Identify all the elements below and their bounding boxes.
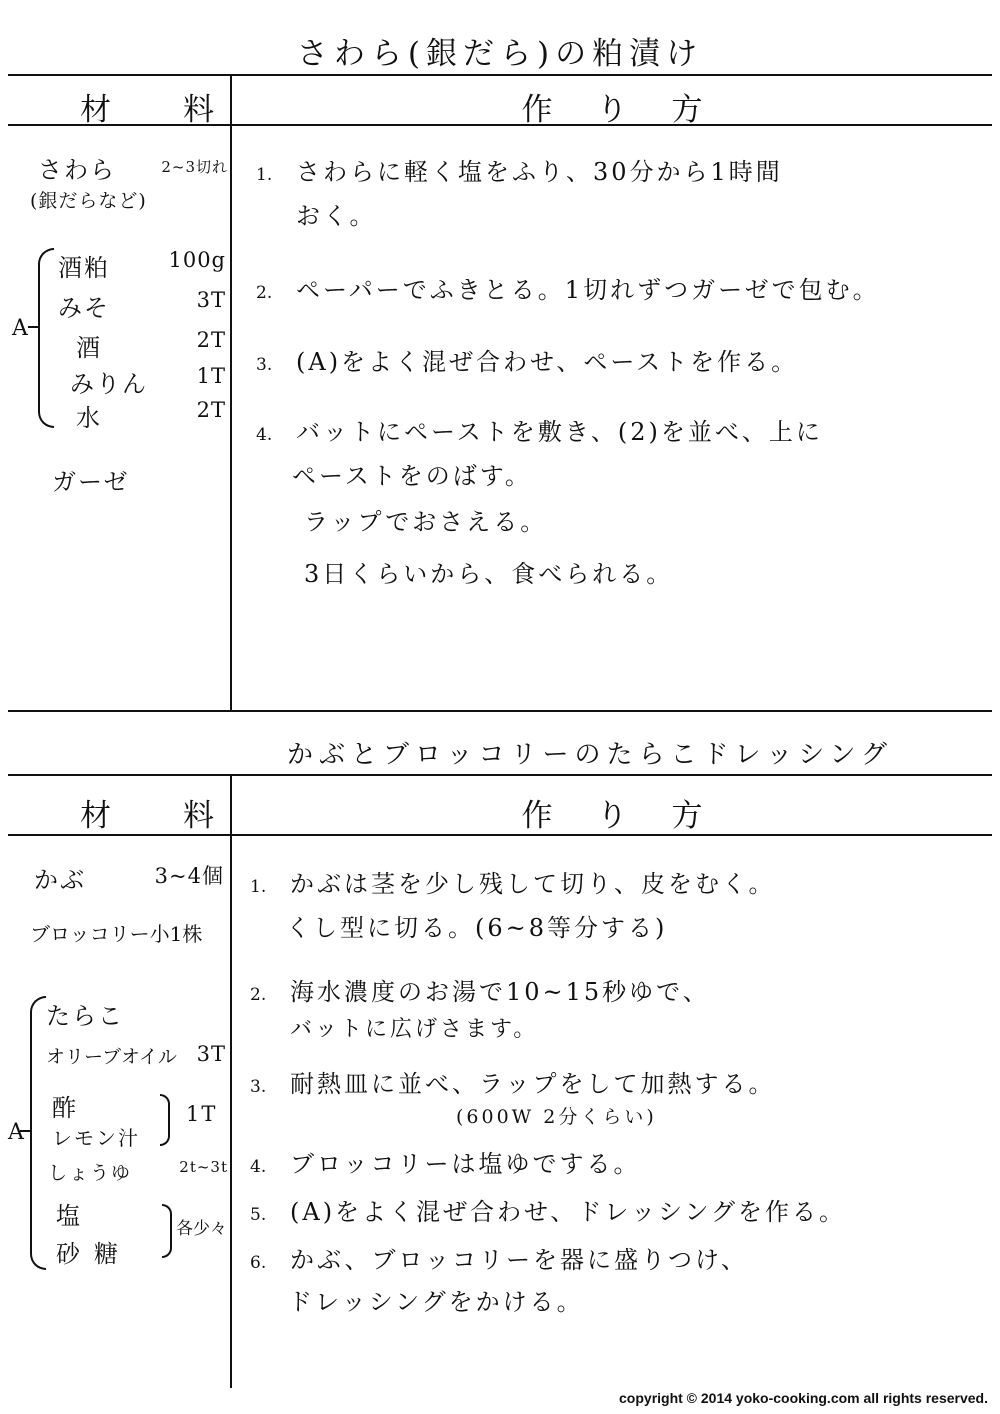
step-text: 海水濃度のお湯で10~15秒ゆで、 xyxy=(290,978,710,1006)
recipe2-step-2-cont: バットに広げさます。 xyxy=(290,1017,539,1042)
step-number: 4. xyxy=(250,1157,267,1177)
recipe2-method-header: 作り方 xyxy=(521,798,747,834)
step-text: バットにペーストを敷き、(2)を並べ、上に xyxy=(296,418,823,446)
recipe2-step-5 xyxy=(250,1192,846,1227)
recipe1-method-header: 作り方 xyxy=(521,92,747,128)
recipe2-step-6-cont: ドレッシングをかける。 xyxy=(288,1288,584,1316)
step-text: さわらに軽く塩をふり、30分から1時間 xyxy=(296,158,783,186)
ingredient-amount: 3T xyxy=(196,288,226,312)
recipe2-group-item: 砂糖 xyxy=(56,1240,132,1268)
step-text: 耐熱皿に並べ、ラップをして加熱する。 xyxy=(290,1070,776,1098)
recipe1-group-item xyxy=(76,328,226,363)
recipe2-title: かぶとブロッコリーのたらこドレッシング xyxy=(286,740,894,770)
step-text: ブロッコリーは塩ゆでする。 xyxy=(290,1150,641,1178)
recipe2-sub-brace xyxy=(162,1204,172,1258)
step-number: 5. xyxy=(250,1205,267,1225)
ingredient-name: みそ xyxy=(58,294,110,322)
ingredient-amount: 2~3切れ xyxy=(161,158,228,176)
step-number: 3. xyxy=(250,1077,267,1097)
recipe1-header-bottom-rule xyxy=(8,124,992,126)
recipe2-group-item: 酢 xyxy=(52,1094,78,1122)
recipe2-group-item: たらこ xyxy=(46,1002,124,1030)
ingredient-amount: 2t~3t xyxy=(179,1158,228,1176)
step-text: かぶは茎を少し残して切り、皮をむく。 xyxy=(290,870,776,898)
step-number: 1. xyxy=(250,877,267,897)
recipe1-title: さわら(銀だら)の粕漬け xyxy=(296,36,704,72)
ingredient-name: オリーブオイル xyxy=(46,1046,177,1068)
recipe2-group-brace xyxy=(30,996,46,1270)
ingredient-amount: 1T xyxy=(196,364,226,388)
ingredient-name: ブロッコリー xyxy=(30,922,150,946)
recipe1-group-brace-point xyxy=(28,326,38,328)
ingredient-name: みりん xyxy=(70,370,148,398)
recipe1-step-1-cont: おく。 xyxy=(296,202,377,230)
recipe2-ingredients-header: 材料 xyxy=(80,798,286,834)
recipe2-ingredient-broccoli xyxy=(30,918,202,947)
recipe1-group-item xyxy=(58,248,226,283)
recipe2-group-item: 塩 xyxy=(56,1202,82,1230)
step-number: 2. xyxy=(256,283,273,303)
recipe2-group-item xyxy=(48,1158,228,1185)
step-text: かぶ、ブロッコリーを器に盛りつけ、 xyxy=(290,1246,749,1274)
step-number: 6. xyxy=(250,1253,267,1273)
ingredient-amount: 3~4個 xyxy=(154,864,224,888)
recipe1-column-divider xyxy=(230,74,232,710)
recipe1-ingredient-sawara xyxy=(38,150,228,185)
recipe1-group-item xyxy=(70,364,226,399)
copyright-notice: copyright © 2014 yoko-cooking.com all rights reserved. xyxy=(619,1390,988,1406)
recipe2-column-divider xyxy=(230,774,232,1388)
recipe2-header-top-rule xyxy=(8,774,992,776)
recipe2-group-item: レモン汁 xyxy=(52,1126,140,1150)
recipe1-group-label: A xyxy=(12,316,28,341)
recipe1-header-top-rule xyxy=(8,74,992,76)
step-number: 2. xyxy=(250,985,267,1005)
recipe2-step-4 xyxy=(250,1144,641,1179)
recipe2-step-2 xyxy=(250,972,710,1007)
recipe1-step-4-cont: ペーストをのばす。 xyxy=(292,462,532,490)
recipe1-step-4-cont: ラップでおさえる。 xyxy=(304,508,548,536)
step-number: 4. xyxy=(256,425,273,445)
recipe1-step-1 xyxy=(256,152,783,187)
step-text: (A)をよく混ぜ合わせ、ペーストを作る。 xyxy=(296,348,799,376)
section-separator xyxy=(8,710,992,712)
ingredient-amount: 3T xyxy=(196,1042,226,1066)
recipe1-group-item xyxy=(76,398,226,433)
recipe2-group-item xyxy=(46,1042,226,1069)
ingredient-amount: 100g xyxy=(168,248,226,272)
recipe2-group-sub-amount: 各少々 xyxy=(176,1219,227,1239)
ingredient-name: 酒粕 xyxy=(58,254,110,282)
ingredient-name: さわら xyxy=(38,156,116,184)
ingredient-name: 酒 xyxy=(76,334,102,362)
recipe1-step-3 xyxy=(256,342,798,377)
recipe1-ingredients-header: 材料 xyxy=(80,92,286,128)
recipe2-step-6 xyxy=(250,1240,748,1275)
recipe1-ingredient-note: (銀だらなど) xyxy=(30,190,147,212)
recipe2-step-3-cont: (600W 2分くらい) xyxy=(456,1106,657,1128)
recipe1-extra-item: ガーゼ xyxy=(52,468,130,496)
recipe2-step-1 xyxy=(250,864,776,899)
recipe2-header-bottom-rule xyxy=(8,834,992,836)
ingredient-amount: 2T xyxy=(196,328,226,352)
recipe2-group-item-amount: 1T xyxy=(186,1102,218,1126)
recipe1-step-4 xyxy=(256,412,823,447)
recipe2-sub-brace xyxy=(160,1094,170,1146)
recipe2-step-1-cont: くし型に切る。(6~8等分する) xyxy=(286,914,668,942)
recipe1-group-brace xyxy=(38,248,54,428)
recipe1-group-item xyxy=(58,288,226,323)
recipe1-step-2 xyxy=(256,270,880,305)
step-number: 3. xyxy=(256,355,273,375)
recipe2-step-3 xyxy=(250,1064,776,1099)
recipe2-group-brace-point xyxy=(20,1130,30,1132)
step-text: ペーパーでふきとる。1切れずつガーゼで包む。 xyxy=(296,276,880,304)
ingredient-name: 水 xyxy=(76,404,102,432)
recipe1-step-4-cont: 3日くらいから、食べられる。 xyxy=(304,560,674,588)
recipe2-group-label: A xyxy=(8,1120,24,1145)
step-number: 1. xyxy=(256,165,273,185)
ingredient-amount: 小1株 xyxy=(149,922,203,946)
ingredient-name: かぶ xyxy=(34,866,86,894)
step-text: (A)をよく混ぜ合わせ、ドレッシングを作る。 xyxy=(290,1198,847,1226)
ingredient-amount: 2T xyxy=(196,398,226,422)
ingredient-name: しょうゆ xyxy=(48,1162,133,1184)
recipe2-ingredient-kabu xyxy=(34,860,224,895)
